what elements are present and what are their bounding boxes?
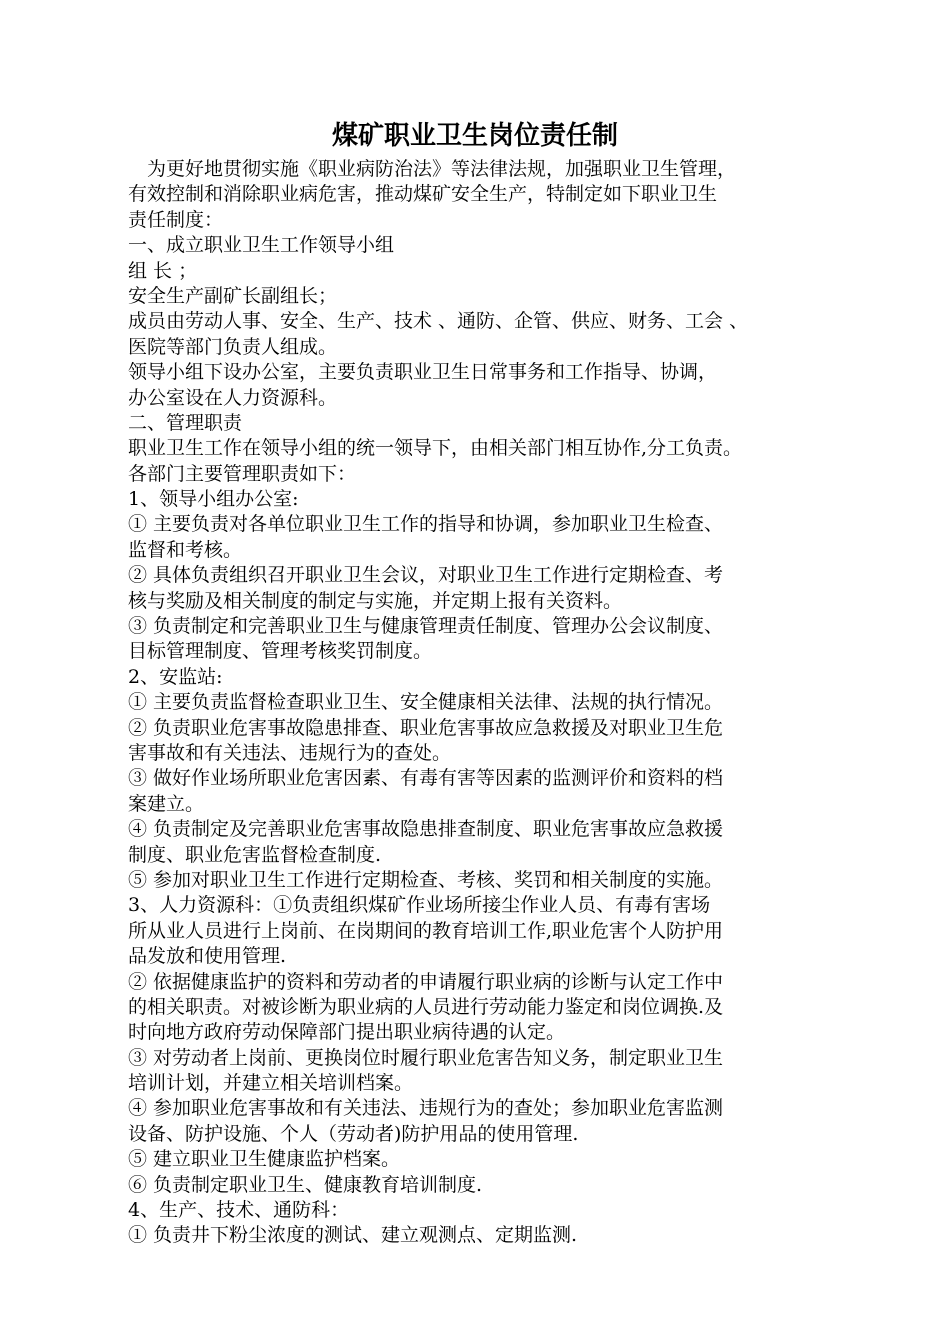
text-line: 核与奖励及相关制度的制定与实施，并定期上报有关资料。 xyxy=(128,589,623,612)
text-line: 目标管理制度、管理考核奖罚制度。 xyxy=(128,640,433,663)
text-line: 职业卫生工作在领导小组的统一领导下，由相关部门相互协作,分工负责。 xyxy=(128,437,743,460)
text-line: ④ 负责制定及完善职业危害事故隐患排查制度、职业危害事故应急救援 xyxy=(128,818,724,841)
text-line: 安全生产副矿长副组长； xyxy=(128,284,338,307)
text-line: 4、生产、技术、通防科： xyxy=(128,1199,350,1222)
text-line: 设备、防护设施、个人（劳动者)防护用品的使用管理. xyxy=(128,1122,579,1145)
text-line: 办公室设在人力资源科。 xyxy=(128,386,338,409)
text-line: 组 长 ； xyxy=(128,259,198,282)
text-line: ① 负责井下粉尘浓度的测试、建立观测点、定期监测. xyxy=(128,1224,578,1247)
text-line: 培训计划，并建立相关培训档案。 xyxy=(128,1072,414,1095)
text-line: ③ 负责制定和完善职业卫生与健康管理责任制度、管理办公会议制度、 xyxy=(128,615,724,638)
text-line: 1、领导小组办公室: xyxy=(128,488,299,511)
text-line: ① 主要负责监督检查职业卫生、安全健康相关法律、法规的执行情况。 xyxy=(128,691,724,714)
text-line: 所从业人员进行上岗前、在岗期间的教育培训工作,职业危害个人防护用 xyxy=(128,919,724,942)
text-line: ⑥ 负责制定职业卫生、健康教育培训制度. xyxy=(128,1173,483,1196)
text-line: ⑤ 参加对职业卫生工作进行定期检查、考核、奖罚和相关制度的实施。 xyxy=(128,868,724,891)
text-line: ④ 参加职业危害事故和有关违法、违规行为的查处；参加职业危害监测 xyxy=(128,1097,724,1120)
text-line: ③ 做好作业场所职业危害因素、有毒有害等因素的监测评价和资料的档 xyxy=(128,767,724,790)
text-line: 领导小组下设办公室，主要负责职业卫生日常事务和工作指导、协调， xyxy=(128,361,718,384)
text-line: ② 具体负责组织召开职业卫生会议，对职业卫生工作进行定期检查、考 xyxy=(128,564,724,587)
text-line: 一、成立职业卫生工作领导小组 xyxy=(128,234,395,257)
document-body xyxy=(128,157,863,1249)
document-title: 煤矿职业卫生岗位责任制 xyxy=(331,121,618,151)
text-line: ⑤ 建立职业卫生健康监护档案。 xyxy=(128,1148,401,1171)
text-line: 害事故和有关违法、违规行为的查处。 xyxy=(128,741,452,764)
text-line: 时向地方政府劳动保障部门提出职业病待遇的认定。 xyxy=(128,1021,566,1044)
text-line: 责任制度： xyxy=(128,208,224,231)
text-line: 制度、职业危害监督检查制度. xyxy=(128,843,382,866)
text-line: 成员由劳动人事、安全、生产、技术 、通防、企管、供应、财务、工会 、 xyxy=(128,310,749,333)
text-line: 2、安监站: xyxy=(128,665,223,688)
text-line: 各部门主要管理职责如下： xyxy=(128,462,357,485)
text-line: ③ 对劳动者上岗前、更换岗位时履行职业危害告知义务，制定职业卫生 xyxy=(128,1046,724,1069)
text-line: ② 依据健康监护的资料和劳动者的申请履行职业病的诊断与认定工作中 xyxy=(128,970,724,993)
text-line: 监督和考核。 xyxy=(128,538,243,561)
text-line: 医院等部门负责人组成。 xyxy=(128,335,338,358)
text-line: 有效控制和消除职业病危害，推动煤矿安全生产，特制定如下职业卫生 xyxy=(128,183,718,206)
text-line: ② 负责职业危害事故隐患排查、职业危害事故应急救援及对职业卫生危 xyxy=(128,716,724,739)
text-line: 案建立。 xyxy=(128,792,205,815)
text-line: 品发放和使用管理. xyxy=(128,945,287,968)
text-line: ① 主要负责对各单位职业卫生工作的指导和协调，参加职业卫生检查、 xyxy=(128,513,724,536)
text-line: 二、管理职责 xyxy=(128,411,243,434)
text-line: 为更好地贯彻实施《职业病防治法》等法律法规，加强职业卫生管理， xyxy=(128,158,737,180)
text-line: 的相关职责。对被诊断为职业病的人员进行劳动能力鉴定和岗位调换.及 xyxy=(128,995,724,1018)
text-line: 3、人力资源科：①负责组织煤矿作业场所接尘作业人员、有毒有害场 xyxy=(128,894,711,917)
